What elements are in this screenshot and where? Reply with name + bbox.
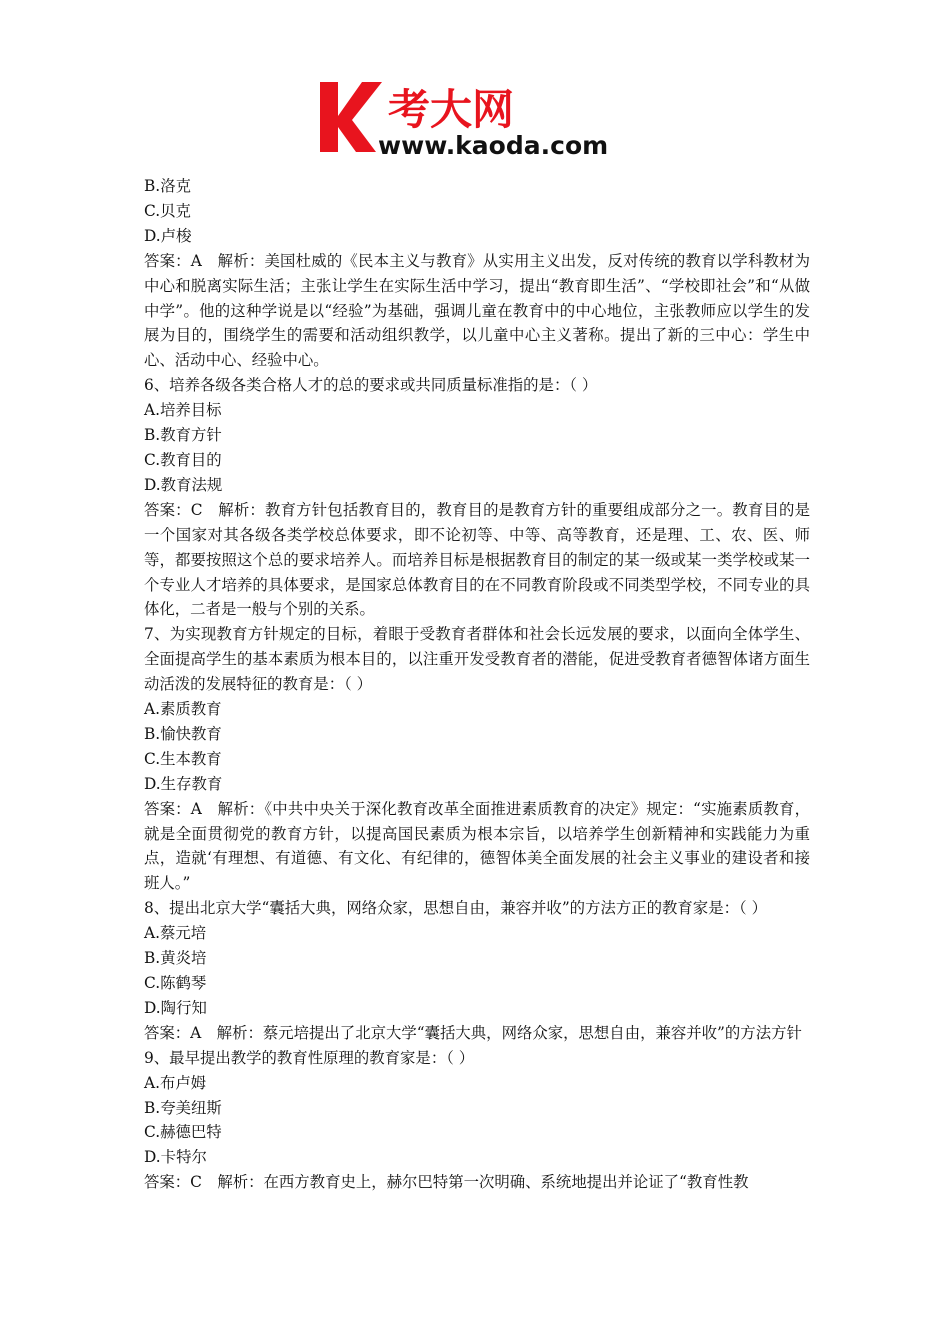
answer-explanation: 答案：A 解析：美国杜威的《民本主义与教育》从实用主义出发，反对传统的教育以学科教材为中心和脱离实际生活；主张让学生在实际生活中学习，提出“教育即生活”、“学校即社会”和“从做中学”。他的这种学说是以“经验”为基础，强调儿童在教育中的中心地位，主张教师应以学生的发展为目的，围绕学生的需要和活动组织教学，以儿童中心主义著称。提出了新的三中心：学生中心、活动中心、经验中心。 [144,251,810,370]
logo-brand-text: 考大网 [388,85,515,134]
option-line: C.赫德巴特 [144,1123,222,1142]
option-line: D.生存教育 [144,774,223,793]
option-line: B.洛克 [144,177,191,195]
option-line: B.黄炎培 [144,949,207,968]
answer-explanation: 答案：A 解析：蔡元培提出了北京大学“囊括大典，网络众家，思想自由，兼容并收”的方法方针 [144,1023,802,1042]
option-line: C.陈鹤琴 [144,974,207,992]
kaoda-logo-graphic [318,80,640,160]
answer-explanation: 答案：C 解析：在西方教育史上，赫尔巴特第一次明确、系统地提出并论证了“教育性教 [144,1173,749,1192]
question-text: 8、提出北京大学“囊括大典，网络众家，思想自由，兼容并收”的方法方正的教育家是：（ ） [144,899,767,918]
option-line: B.夸美纽斯 [144,1098,222,1117]
kaoda-logo [318,80,640,160]
question-text: 9、最早提出教学的教育性原理的教育家是：（ ） [144,1048,475,1067]
option-line: B.教育方针 [144,426,222,445]
option-line: C.生本教育 [144,749,222,768]
option-line: C.教育目的 [144,450,222,469]
option-line: D.教育法规 [144,475,223,494]
logo-url-text: www.kaoda.com [378,131,609,160]
option-line: D.卢梭 [144,226,192,245]
option-line: A.蔡元培 [144,924,207,943]
option-line: C.贝克 [144,201,191,220]
question-content [144,174,810,1195]
option-line: B.愉快教育 [144,724,222,743]
option-line: A.布卢姆 [144,1073,207,1092]
answer-explanation: 答案：C 解析：教育方针包括教育目的，教育目的是教育方针的重要组成部分之一。教育目的是一个国家对其各级各类学校总体要求，即不论初等、中等、高等教育，还是理、工、农、医、师等，都要按照这个总的要求培养人。而培养目标是根据教育目的制定的某一级或某一类学校或某一个专业人才培养的具体要求，是国家总体教育目的在不同教育阶段或不同类型学校，不同专业的具体化，二者是一般与个别的关系。 [144,500,810,619]
option-line: D.陶行知 [144,998,207,1017]
question-text: 7、为实现教育方针规定的目标，着眼于受教育者群体和社会长远发展的要求，以面向全体学生、全面提高学生的基本素质为根本目的，以注重开发受教育者的潜能，促进受教育者德智体诸方面生动活泼的发展特征的教育是：（ ） [144,625,810,694]
option-line: A.培养目标 [144,401,222,420]
option-line: A.素质教育 [144,700,222,719]
answer-explanation: 答案：A 解析：《中共中央关于深化教育改革全面推进素质教育的决定》规定：“实施素质教育，就是全面贯彻党的教育方针，以提高国民素质为根本宗旨，以培养学生创新精神和实践能力为重点，造就‘有理想、有道德、有文化、有纪律的，德智体美全面发展的社会主义事业的建设者和接班人。” [144,799,810,893]
question-text: 6、培养各级各类合格人才的总的要求或共同质量标准指的是：（ ） [144,376,598,395]
option-line: D.卡特尔 [144,1148,207,1167]
